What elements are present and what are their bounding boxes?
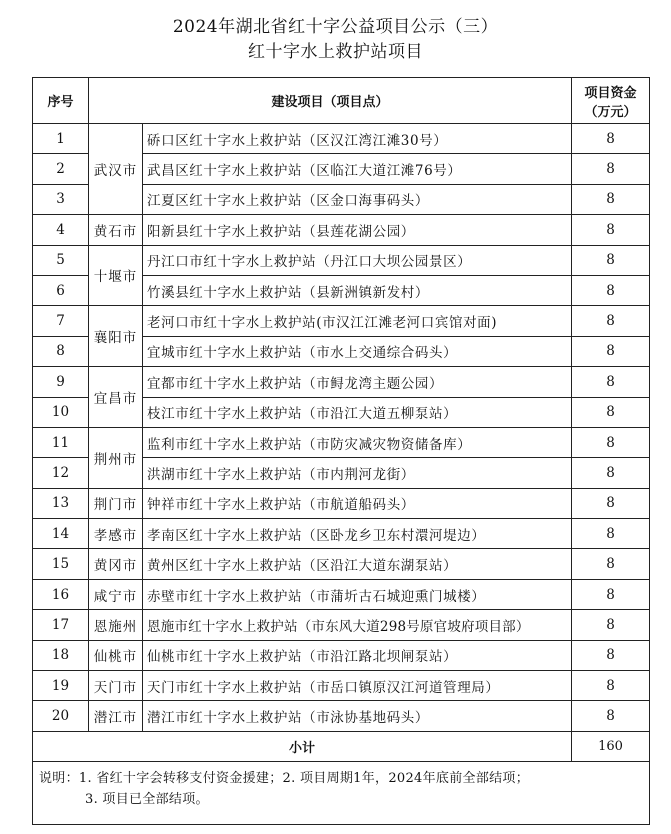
row-num: 20 <box>33 701 89 731</box>
total-fund: 160 <box>572 731 650 761</box>
row-num: 8 <box>33 336 89 366</box>
row-num: 1 <box>33 124 89 154</box>
table-row <box>33 306 650 336</box>
row-num: 16 <box>33 579 89 609</box>
row-num: 9 <box>33 367 89 397</box>
fund-cell: 8 <box>572 367 650 397</box>
header-fund-line1: 项目资金 <box>584 85 637 101</box>
project-cell: 天门市红十字水上救护站（市岳口镇原汉江河道管理局） <box>143 671 572 701</box>
city-cell: 十堰市 <box>89 245 143 306</box>
project-cell: 仙桃市红十字水上救护站（市沿江路北坝闸泵站） <box>143 640 572 670</box>
fund-cell: 8 <box>572 215 650 245</box>
table-row <box>33 549 650 579</box>
city-cell: 武汉市 <box>89 124 143 215</box>
header-row <box>33 78 650 124</box>
project-cell: 黄州区红十字水上救护站（区沿江大道东湖泵站） <box>143 549 572 579</box>
row-num: 18 <box>33 640 89 670</box>
project-cell: 宜城市红十字水上救护站（市水上交通综合码头） <box>143 336 572 366</box>
project-cell: 江夏区红十字水上救护站（区金口海事码头） <box>143 184 572 214</box>
row-num: 4 <box>33 215 89 245</box>
project-cell: 监利市红十字水上救护站（市防灾减灾物资储备库） <box>143 427 572 457</box>
fund-cell: 8 <box>572 154 650 184</box>
note-line-1: 说明：1. 省红十字会转移支付资金援建；2. 项目周期1年，2024年底前全部结项； <box>39 771 530 787</box>
row-num: 13 <box>33 488 89 518</box>
fund-cell: 8 <box>572 701 650 731</box>
title-line-2: 红十字水上救护站项目 <box>248 42 423 62</box>
project-cell: 硚口区红十字水上救护站（区汉江湾江滩30号） <box>143 124 572 154</box>
table-row <box>33 124 650 154</box>
table-row <box>33 367 650 397</box>
city-cell: 荆州市 <box>89 427 143 488</box>
fund-cell: 8 <box>572 245 650 275</box>
table-row <box>33 427 650 457</box>
project-cell: 竹溪县红十字水上救护站（县新洲镇新发村） <box>143 275 572 305</box>
fund-cell: 8 <box>572 427 650 457</box>
fund-cell: 8 <box>572 275 650 305</box>
city-cell: 咸宁市 <box>89 579 143 609</box>
row-num: 12 <box>33 458 89 488</box>
project-cell: 宜都市红十字水上救护站（市鲟龙湾主题公园） <box>143 367 572 397</box>
project-cell: 赤壁市红十字水上救护站（市蒲圻古石城迎熏门城楼） <box>143 579 572 609</box>
total-label: 小计 <box>33 731 572 761</box>
city-cell: 荆门市 <box>89 488 143 518</box>
fund-cell: 8 <box>572 671 650 701</box>
project-cell: 枝江市红十字水上救护站（市沿江大道五柳泵站） <box>143 397 572 427</box>
row-num: 2 <box>33 154 89 184</box>
fund-cell: 8 <box>572 640 650 670</box>
project-cell: 老河口市红十字水上救护站(市汉江江滩老河口宾馆对面) <box>143 306 572 336</box>
fund-cell: 8 <box>572 124 650 154</box>
row-num: 10 <box>33 397 89 427</box>
table-row <box>33 579 650 609</box>
project-cell: 丹江口市红十字水上救护站（丹江口大坝公园景区） <box>143 245 572 275</box>
table-row <box>33 245 650 275</box>
fund-cell: 8 <box>572 184 650 214</box>
note-row <box>33 762 650 825</box>
table-row <box>33 519 650 549</box>
city-cell: 黄冈市 <box>89 549 143 579</box>
row-num: 14 <box>33 519 89 549</box>
city-cell: 襄阳市 <box>89 306 143 367</box>
table-row <box>33 640 650 670</box>
project-cell: 阳新县红十字水上救护站（县莲花湖公园） <box>143 215 572 245</box>
fund-cell: 8 <box>572 579 650 609</box>
project-table <box>32 77 650 825</box>
city-cell: 仙桃市 <box>89 640 143 670</box>
fund-cell: 8 <box>572 458 650 488</box>
fund-cell: 8 <box>572 336 650 366</box>
project-cell: 潜江市红十字水上救护站（市泳协基地码头） <box>143 701 572 731</box>
title-line-1: 2024年湖北省红十字公益项目公示（三） <box>172 17 499 37</box>
fund-cell: 8 <box>572 306 650 336</box>
note-cell <box>33 762 650 825</box>
fund-cell: 8 <box>572 488 650 518</box>
header-num: 序号 <box>33 78 89 124</box>
city-cell: 黄石市 <box>89 215 143 245</box>
row-num: 19 <box>33 671 89 701</box>
row-num: 17 <box>33 610 89 640</box>
note-line-2: 3. 项目已全部结项。 <box>85 792 209 808</box>
project-cell: 洪湖市红十字水上救护站（市内荆河龙街） <box>143 458 572 488</box>
row-num: 5 <box>33 245 89 275</box>
city-cell: 天门市 <box>89 671 143 701</box>
row-num: 15 <box>33 549 89 579</box>
project-cell: 武昌区红十字水上救护站（区临江大道江滩76号） <box>143 154 572 184</box>
project-cell: 钟祥市红十字水上救护站（市航道船码头） <box>143 488 572 518</box>
row-num: 6 <box>33 275 89 305</box>
row-num: 7 <box>33 306 89 336</box>
table-row <box>33 701 650 731</box>
header-fund-line2: （万元） <box>584 104 637 120</box>
city-cell: 恩施州 <box>89 610 143 640</box>
fund-cell: 8 <box>572 519 650 549</box>
header-project: 建设项目（项目点） <box>89 78 572 124</box>
fund-cell: 8 <box>572 610 650 640</box>
city-cell: 宜昌市 <box>89 367 143 428</box>
table-row <box>33 610 650 640</box>
fund-cell: 8 <box>572 397 650 427</box>
row-num: 11 <box>33 427 89 457</box>
table-row <box>33 671 650 701</box>
city-cell: 潜江市 <box>89 701 143 731</box>
city-cell: 孝感市 <box>89 519 143 549</box>
project-cell: 孝南区红十字水上救护站（区卧龙乡卫东村澴河堤边） <box>143 519 572 549</box>
total-row <box>33 731 650 761</box>
project-cell: 恩施市红十字水上救护站（市东风大道298号原官坡府项目部） <box>143 610 572 640</box>
table-row <box>33 215 650 245</box>
row-num: 3 <box>33 184 89 214</box>
header-fund <box>572 78 650 124</box>
table-row <box>33 488 650 518</box>
fund-cell: 8 <box>572 549 650 579</box>
